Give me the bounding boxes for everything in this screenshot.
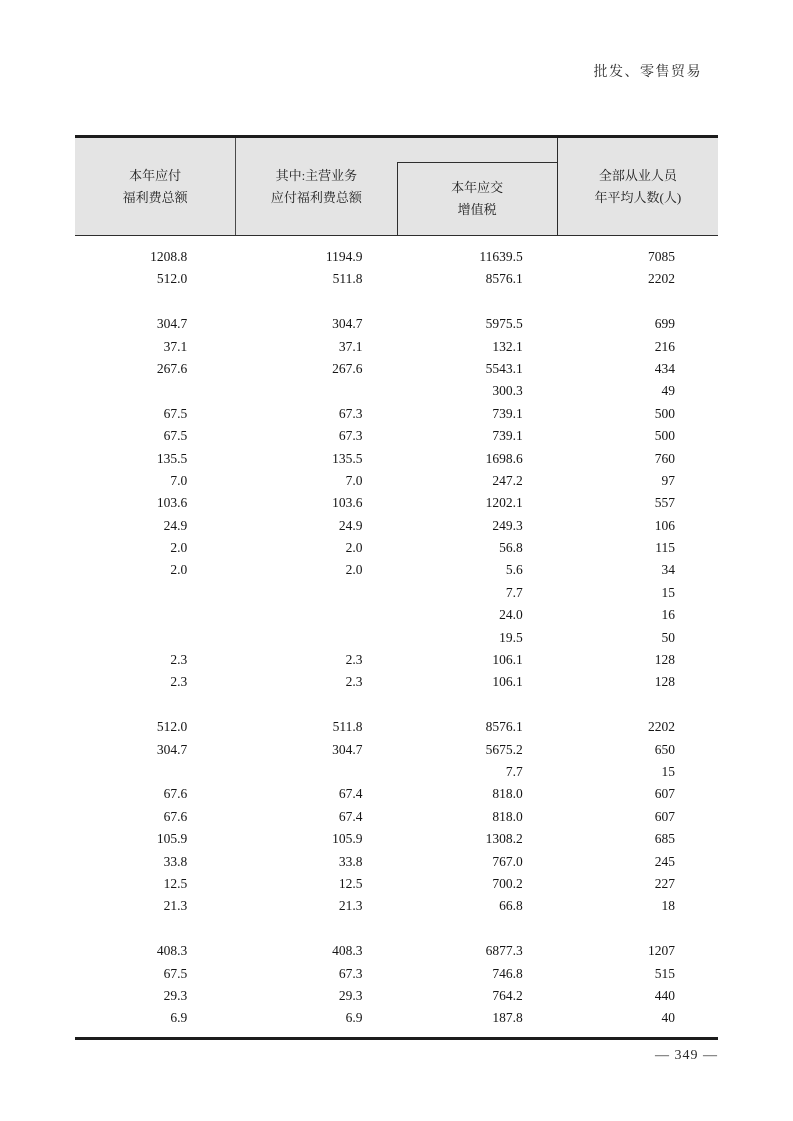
col-header-main-business-welfare: [236, 138, 396, 235]
table-cell: 12.5: [338, 875, 363, 891]
table-row: [75, 268, 718, 290]
table-row: [75, 358, 718, 380]
table-cell: 408.3: [332, 943, 363, 959]
table-row: [75, 761, 718, 783]
section-label: 批发、零售贸易: [593, 65, 702, 80]
table-cell: 500: [654, 405, 675, 421]
table-cell: 67.6: [163, 808, 188, 824]
col-header-vat-payable: [397, 138, 558, 235]
table-cell: 746.8: [492, 965, 523, 981]
table-cell: 2.0: [345, 540, 363, 556]
table-cell: 128: [654, 652, 675, 668]
table-cell: 304.7: [332, 741, 363, 757]
table-cell: 2.0: [345, 562, 363, 578]
table-cell: 115: [655, 540, 675, 556]
table-cell: [250, 582, 410, 604]
col-header-line: 福利费总额: [122, 189, 188, 205]
table-row: [75, 604, 718, 626]
table-row: [75, 291, 718, 313]
col-header-line: 其中:主营业务: [275, 167, 358, 183]
table-cell: [250, 627, 410, 649]
table-header-row: [75, 138, 718, 236]
table-cell: 440: [654, 987, 675, 1003]
table-cell: [75, 582, 250, 604]
table-row: [75, 380, 718, 402]
table-row: [75, 940, 718, 962]
table-cell: 67.3: [338, 405, 363, 421]
table-cell: 132.1: [492, 338, 523, 354]
table-row: [75, 470, 718, 492]
table-cell: 37.1: [163, 338, 188, 354]
table-cell: [75, 627, 250, 649]
table-cell: 187.8: [492, 1010, 523, 1026]
table-cell: 24.0: [499, 607, 523, 623]
table-cell: 2.0: [170, 562, 188, 578]
table-cell: [250, 380, 410, 402]
table-cell: 512.0: [156, 271, 188, 287]
table-cell: [250, 291, 410, 313]
table-cell: [411, 918, 563, 940]
table-cell: 650: [654, 741, 675, 757]
table-body: [75, 236, 718, 1037]
table-cell: 247.2: [492, 472, 523, 488]
table-row: [75, 671, 718, 693]
table-cell: 67.4: [338, 808, 363, 824]
table-cell: 135.5: [156, 450, 188, 466]
table-cell: 67.4: [338, 786, 363, 802]
table-row: [75, 448, 718, 470]
table-cell: 249.3: [492, 517, 523, 533]
col-header-line: 增值税: [457, 202, 497, 217]
table-cell: 1208.8: [150, 249, 188, 264]
table-cell: 227: [654, 875, 675, 891]
table-cell: 21.3: [338, 898, 363, 914]
table-cell: 1194.9: [325, 249, 363, 264]
table-cell: 8576.1: [485, 719, 523, 735]
table-cell: 5675.2: [485, 741, 523, 757]
table-row: [75, 963, 718, 985]
table-cell: 408.3: [156, 943, 188, 959]
table-row: [75, 1007, 718, 1029]
table-cell: [250, 694, 410, 716]
table-cell: 12.5: [163, 875, 188, 891]
table-cell: [250, 761, 410, 783]
table-cell: 512.0: [156, 719, 188, 735]
table-row: [75, 425, 718, 447]
col-header-welfare-payable: [75, 138, 236, 235]
table-cell: 434: [654, 360, 675, 376]
table-cell: 2.0: [170, 540, 188, 556]
table-cell: 511.8: [332, 271, 363, 287]
table-cell: 106.1: [492, 652, 523, 668]
table-cell: 304.7: [156, 741, 188, 757]
table-cell: 6.9: [170, 1010, 188, 1026]
table-cell: 106: [654, 517, 675, 533]
table-cell: 7.7: [505, 763, 523, 779]
table-cell: 128: [654, 674, 675, 690]
table-cell: 7.0: [345, 472, 363, 488]
table-cell: 40: [661, 1010, 675, 1026]
table-row: [75, 649, 718, 671]
table-cell: 739.1: [492, 428, 523, 444]
table-cell: 5975.5: [485, 316, 523, 332]
table-cell: 245: [654, 853, 675, 869]
table-cell: 24.9: [338, 517, 363, 533]
table-cell: 5.6: [505, 562, 523, 578]
table-cell: 105.9: [156, 831, 188, 847]
table-cell: 515: [654, 965, 675, 981]
table-cell: 105.9: [332, 831, 363, 847]
table-cell: 8576.1: [485, 271, 523, 287]
col-header-line: 全部从业人员: [598, 167, 677, 183]
table-row: [75, 246, 718, 268]
table-cell: [563, 291, 718, 313]
table-cell: 304.7: [156, 316, 188, 332]
table-cell: 29.3: [163, 987, 188, 1003]
table-row: [75, 492, 718, 514]
col-header-line: 本年应交: [451, 180, 504, 195]
table-cell: 2.3: [170, 652, 188, 668]
table-cell: 7.7: [505, 584, 523, 600]
table-cell: 16: [661, 607, 675, 623]
table-cell: 33.8: [338, 853, 363, 869]
table-cell: [563, 694, 718, 716]
table-cell: 607: [654, 786, 675, 802]
table-row: [75, 537, 718, 559]
table-cell: 11639.5: [479, 249, 523, 264]
table-row: [75, 806, 718, 828]
table-row: [75, 716, 718, 738]
table-cell: 6877.3: [485, 943, 523, 959]
col-header-line: 应付福利费总额: [270, 189, 362, 205]
table-cell: [250, 918, 410, 940]
table-cell: [75, 694, 250, 716]
table-cell: 19.5: [499, 629, 523, 645]
table-cell: 557: [654, 495, 675, 511]
table-row: [75, 828, 718, 850]
table-cell: 50: [661, 629, 675, 645]
table-cell: 2.3: [170, 674, 188, 690]
table-cell: [411, 694, 563, 716]
table-cell: 764.2: [492, 987, 523, 1003]
table-cell: 739.1: [492, 405, 523, 421]
table-cell: 700.2: [492, 875, 523, 891]
table-cell: [75, 918, 250, 940]
table-cell: [250, 604, 410, 626]
table-cell: 685: [654, 831, 675, 847]
table-row: [75, 313, 718, 335]
table-cell: [75, 761, 250, 783]
table-cell: 67.3: [338, 965, 363, 981]
col-header-average-employees: [558, 138, 718, 235]
table-row: [75, 694, 718, 716]
col-header-line: 年平均人数(人): [594, 189, 682, 205]
table-cell: 1207: [648, 943, 675, 959]
vat-header-inner-box: [397, 162, 557, 235]
table-cell: 1202.1: [485, 495, 523, 511]
table-cell: 49: [661, 383, 675, 399]
table-row: [75, 336, 718, 358]
page-number: — 349 —: [655, 1048, 718, 1063]
table-cell: 18: [661, 898, 675, 914]
table-cell: 56.8: [499, 540, 523, 556]
table-row: [75, 783, 718, 805]
table-cell: [75, 291, 250, 313]
table-cell: 67.6: [163, 786, 188, 802]
table-cell: 2.3: [345, 652, 363, 668]
table-cell: 300.3: [492, 383, 523, 399]
table-row: [75, 918, 718, 940]
table-cell: 7085: [648, 249, 675, 264]
table-row: [75, 895, 718, 917]
table-row: [75, 873, 718, 895]
table-cell: 304.7: [332, 316, 363, 332]
table-cell: 106.1: [492, 674, 523, 690]
table-cell: 2202: [648, 719, 675, 735]
table-cell: 699: [654, 316, 675, 332]
table-cell: 103.6: [332, 495, 363, 511]
col-header-line: 本年应付: [129, 167, 182, 183]
table-cell: 5543.1: [485, 360, 523, 376]
table-cell: 66.8: [499, 898, 523, 914]
table-row: [75, 559, 718, 581]
table-row: [75, 627, 718, 649]
table-cell: 67.5: [163, 428, 188, 444]
table-cell: 767.0: [492, 853, 523, 869]
table-row: [75, 851, 718, 873]
table-cell: 267.6: [156, 360, 188, 376]
table-cell: 1308.2: [485, 831, 523, 847]
table-cell: 29.3: [338, 987, 363, 1003]
table-cell: 21.3: [163, 898, 188, 914]
table-cell: [75, 380, 250, 402]
table-cell: 67.5: [163, 965, 188, 981]
table-row: [75, 582, 718, 604]
table-cell: 760: [654, 450, 675, 466]
table-cell: 15: [661, 763, 675, 779]
table-cell: 37.1: [338, 338, 363, 354]
table-cell: 267.6: [332, 360, 363, 376]
table-cell: 97: [661, 472, 675, 488]
table-cell: 24.9: [163, 517, 188, 533]
table-cell: 511.8: [332, 719, 363, 735]
table-cell: 607: [654, 808, 675, 824]
table-cell: 7.0: [170, 472, 188, 488]
table-row: [75, 515, 718, 537]
table-cell: 15: [661, 584, 675, 600]
table-cell: 135.5: [332, 450, 363, 466]
table-cell: 818.0: [492, 786, 523, 802]
table-cell: [75, 604, 250, 626]
table-cell: 500: [654, 428, 675, 444]
statistics-table: [75, 135, 718, 1040]
table-cell: [563, 918, 718, 940]
table-row: [75, 403, 718, 425]
table-cell: 67.5: [163, 405, 188, 421]
table-row: [75, 985, 718, 1007]
table-cell: 103.6: [156, 495, 188, 511]
table-cell: 34: [661, 562, 675, 578]
table-cell: 6.9: [345, 1010, 363, 1026]
table-cell: 2.3: [345, 674, 363, 690]
table-row: [75, 739, 718, 761]
table-cell: 33.8: [163, 853, 188, 869]
table-cell: 67.3: [338, 428, 363, 444]
table-cell: [411, 291, 563, 313]
table-cell: 2202: [648, 271, 675, 287]
table-cell: 1698.6: [485, 450, 523, 466]
table-cell: 818.0: [492, 808, 523, 824]
table-cell: 216: [654, 338, 675, 354]
